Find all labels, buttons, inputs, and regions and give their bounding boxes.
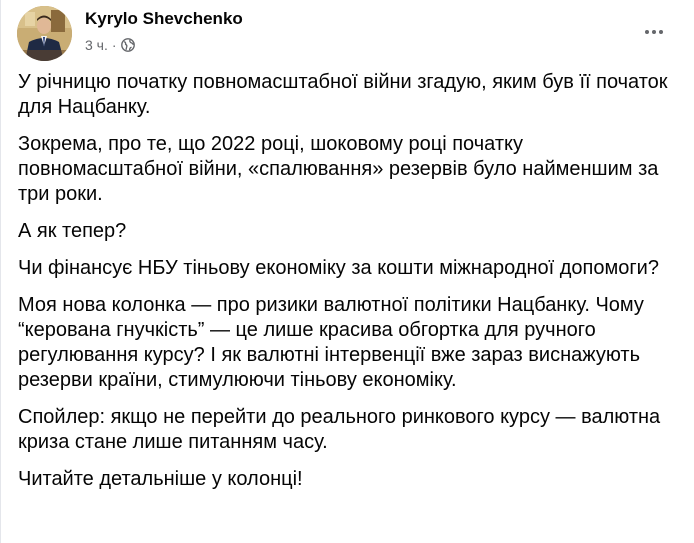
more-options-icon [645,30,663,34]
post-time[interactable]: 3 ч. [85,37,108,53]
meta-separator: · [111,37,117,53]
globe-icon[interactable] [121,38,135,52]
author-block [85,8,243,54]
more-options-button[interactable] [636,14,672,50]
post-meta [85,36,243,54]
post-paragraph: У річницю початку повномасштабної війни згадую, яким був її початок для Нацбанку. [18,71,668,118]
post-paragraph: Спойлер: якщо не перейти до реального ринкового курсу — валютна криза стане лише питанням часу. [18,406,661,453]
post-paragraph: Зокрема, про те, що 2022 році, шоковому році початку повномасштабної війни, «спалювання» резервів було найменшим за три роки. [18,133,659,205]
post-paragraph: Чи фінансує НБУ тіньову економіку за кошти міжнародної допомоги? [18,257,659,279]
post-paragraph: Читайте детальніше у колонці! [18,468,303,490]
avatar-photo [17,6,72,61]
author-name[interactable]: Kyrylo Shevchenko [85,9,243,28]
avatar[interactable] [17,6,72,61]
post-text [18,70,678,504]
post-paragraph: А як тепер? [18,220,127,242]
post-paragraph: Моя нова колонка — про ризики валютної політики Нацбанку. Чому “керована гнучкість” — це лише красива обгортка для ручного регулювання курсу? І як валютні інтервенції вже зараз виснажують резерви країни, стимулюючи тіньову економіку. [18,294,644,391]
post-header [17,6,243,58]
